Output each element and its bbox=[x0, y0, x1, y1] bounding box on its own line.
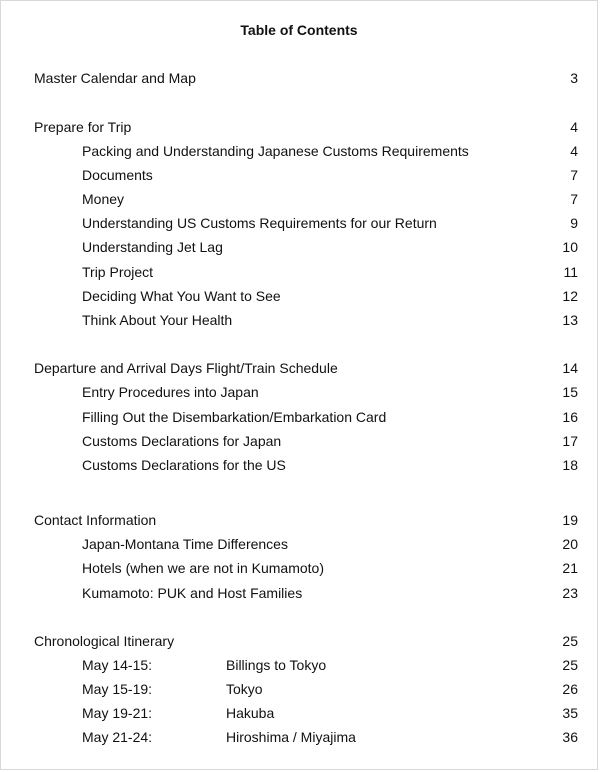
toc-entry-label: Trip Project bbox=[82, 264, 154, 280]
toc-item[interactable] bbox=[1, 535, 597, 553]
toc-entry-date: May 15-19: bbox=[82, 681, 153, 697]
toc-entry-date: May 21-24: bbox=[82, 729, 153, 745]
toc-entry-destination: Tokyo bbox=[226, 681, 263, 697]
toc-entry-destination: Hiroshima / Miyajima bbox=[226, 729, 356, 745]
toc-entry-label: Understanding Jet Lag bbox=[82, 239, 223, 255]
toc-item[interactable] bbox=[1, 383, 597, 401]
toc-page-number: 4 bbox=[570, 143, 578, 159]
toc-entry-date: May 19-21: bbox=[82, 705, 153, 721]
toc-item[interactable] bbox=[1, 263, 597, 281]
toc-entry-label: Japan-Montana Time Differences bbox=[82, 536, 288, 552]
toc-entry-label: Customs Declarations for Japan bbox=[82, 433, 282, 449]
toc-item[interactable] bbox=[1, 238, 597, 256]
toc-item[interactable] bbox=[1, 142, 597, 160]
toc-page-number: 16 bbox=[562, 409, 578, 425]
toc-item[interactable] bbox=[1, 190, 597, 208]
toc-entry-label: Money bbox=[82, 191, 125, 207]
toc-item[interactable] bbox=[1, 680, 597, 698]
toc-page-number: 19 bbox=[562, 512, 578, 528]
toc-item[interactable] bbox=[1, 656, 597, 674]
toc-entry-date: May 14-15: bbox=[82, 657, 153, 673]
toc-page-number: 25 bbox=[562, 657, 578, 673]
toc-entry-destination: Hakuba bbox=[226, 705, 275, 721]
toc-page-number: 35 bbox=[562, 705, 578, 721]
toc-page-number: 25 bbox=[562, 633, 578, 649]
toc-page-number: 11 bbox=[563, 264, 578, 280]
toc-page-number: 26 bbox=[562, 681, 578, 697]
toc-section-chronological-itinerary[interactable] bbox=[1, 632, 597, 650]
toc-item[interactable] bbox=[1, 166, 597, 184]
toc-page-number: 17 bbox=[562, 433, 578, 449]
toc-item[interactable] bbox=[1, 432, 597, 450]
toc-item[interactable] bbox=[1, 311, 597, 329]
toc-section-master-calendar[interactable] bbox=[1, 69, 597, 87]
toc-page-number: 36 bbox=[562, 729, 578, 745]
toc-entry-label: Think About Your Health bbox=[82, 312, 233, 328]
toc-page-number: 23 bbox=[562, 585, 578, 601]
toc-page-number: 3 bbox=[570, 70, 578, 86]
toc-page-number: 4 bbox=[570, 119, 578, 135]
toc-entry-label: Chronological Itinerary bbox=[34, 633, 175, 649]
toc-page-number: 20 bbox=[562, 536, 578, 552]
toc-page-number: 12 bbox=[562, 288, 578, 304]
toc-entry-label: Departure and Arrival Days Flight/Train Schedule bbox=[34, 360, 338, 376]
toc-item[interactable] bbox=[1, 584, 597, 602]
toc-page-number: 15 bbox=[562, 384, 578, 400]
page-title: Table of Contents bbox=[240, 22, 358, 38]
toc-page-number: 13 bbox=[562, 312, 578, 328]
toc-item[interactable] bbox=[1, 559, 597, 577]
toc-entry-label: Customs Declarations for the US bbox=[82, 457, 286, 473]
toc-entry-label: Kumamoto: PUK and Host Families bbox=[82, 585, 303, 601]
toc-page-number: 18 bbox=[562, 457, 578, 473]
toc-item[interactable] bbox=[1, 704, 597, 722]
toc-entry-label: Deciding What You Want to See bbox=[82, 288, 281, 304]
toc-item[interactable] bbox=[1, 214, 597, 232]
toc-page-number: 10 bbox=[562, 239, 578, 255]
toc-page-number: 7 bbox=[570, 167, 578, 183]
toc-item[interactable] bbox=[1, 728, 597, 746]
toc-entry-label: Hotels (when we are not in Kumamoto) bbox=[82, 560, 324, 576]
toc-page-number: 7 bbox=[570, 191, 578, 207]
toc-entry-label: Packing and Understanding Japanese Customs Requirements bbox=[82, 143, 469, 159]
toc-entry-label: Documents bbox=[82, 167, 153, 183]
toc-page-number: 14 bbox=[562, 360, 578, 376]
toc-entry-label: Filling Out the Disembarkation/Embarkation Card bbox=[82, 409, 387, 425]
toc-entry-destination: Billings to Tokyo bbox=[226, 657, 327, 673]
toc-entry-label: Contact Information bbox=[34, 512, 157, 528]
toc-page-number: 9 bbox=[570, 215, 578, 231]
toc-section-departure-arrival[interactable] bbox=[1, 359, 597, 377]
toc-section-prepare-for-trip[interactable] bbox=[1, 118, 597, 136]
toc-item[interactable] bbox=[1, 456, 597, 474]
toc-entry-label: Master Calendar and Map bbox=[34, 70, 196, 86]
toc-entry-label: Entry Procedures into Japan bbox=[82, 384, 259, 400]
toc-entry-label: Understanding US Customs Requirements for our Return bbox=[82, 215, 437, 231]
toc-entry-label: Prepare for Trip bbox=[34, 119, 132, 135]
toc-page-number: 21 bbox=[562, 560, 578, 576]
toc-item[interactable] bbox=[1, 287, 597, 305]
toc-section-contact-information[interactable] bbox=[1, 511, 597, 529]
toc-item[interactable] bbox=[1, 408, 597, 426]
